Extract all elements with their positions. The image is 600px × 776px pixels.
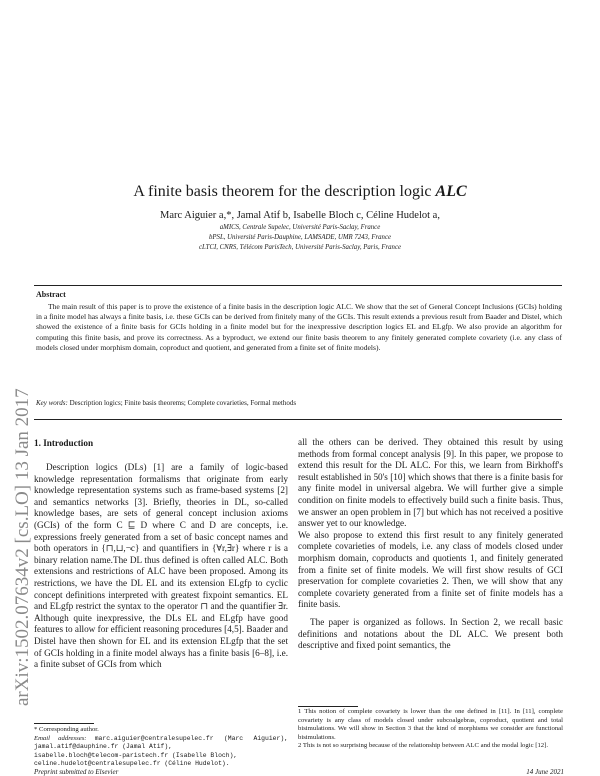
- arxiv-stamp-text: arXiv:1502.07634v2 [cs.LO] 13 Jan 2017: [12, 388, 33, 706]
- title-text: A finite basis theorem for the description logic: [133, 183, 436, 200]
- affiliation-b: bPSL, Université Paris-Dauphine, LAMSADE, UMR 7243, France: [209, 234, 391, 241]
- email-line-2: isabelle.bloch@telecom-paristech.fr (Isabelle Bloch),: [34, 751, 238, 759]
- abstract-text: The main result of this paper is to prove the existence of a finite basis in the description logic ALC. We show that the set of General Concept Inclusions (GCIs) holding in a finite model has always a finite basis, i.e. these GCIs can be derived from finitely many of the GCIs. This result extends a previous result from Baader and Distel, which showed the existence of a finite basis for GCIs holding in a finite model but for the inexpressive description logics EL and ELgfp. We also provide an algorithm for computing this finite basis, and prove its correctness. As a byproduct, we extend our finite basis theorem to any finitely generated complete covariety (i.e. any class of models closed under morphism domain, coproduct and quotient, and generated from a finite set of finite models).: [36, 302, 562, 352]
- footer-left: Preprint submitted to Elsevier: [34, 768, 119, 776]
- email-label: Email addresses:: [34, 734, 87, 742]
- right-footnote-rule: [298, 706, 358, 707]
- arxiv-stamp: [6, 190, 36, 710]
- email-block: [34, 735, 288, 769]
- keywords: [36, 399, 562, 407]
- affiliation-a: aMICS, Centrale Supelec, Université Paris-Saclay, France: [219, 224, 381, 231]
- intro-paragraph-3: We also propose to extend this first result to any finitely generated complete covarieties of models, i.e. any class of models closed under morphism domain, coproducts and quotients 1, and finitely generated from a finite set of finite models. We will first show results of GCI preservation for complete covarieties 2. Then, we will show that any complete covariety generated from a finite set of finite models has a finite basis.: [298, 529, 563, 610]
- footnote-1: 1 This notion of complete covariety is lower than the one defined in [11]. In [11], complete covariety is any class of models closed under subcoalgebras, coproduct, quotient and total bisimulations. We will show in Section 3 that the kind of morphisms we consider are functional bisimulations.: [298, 708, 563, 741]
- left-footnotes: [34, 726, 288, 769]
- abstract-heading: Abstract: [36, 290, 66, 299]
- abstract-top-rule: [34, 285, 562, 286]
- intro-paragraph-1: Description logics (DLs) [1] are a family of logic-based knowledge representation formalisms that originate from early knowledge representation systems such as frame-based systems [2] and semantics networks [3]. Briefly, theories in DL, so-called knowledge bases, are sets of general concept inclusion axioms (GCIs) of the form C ⊑ D where C and D are concepts, i.e. expressions freely generated from a set of basic concept names and both operators in {⊓,⊔,¬c} and quantifiers in {∀r,∃r} where r is a binary relation name.The DL thus defined is often called ALC. Both extensions and restrictions of ALC have been proposed. Among its restrictions, we have the DL EL and its extension ELgfp to cyclic concept definitions interpreted with greatest fixpoint semantics. EL and ELgfp restrict the syntax to the operator ⊓ and the quantifier ∃r. Although quite inexpressive, the DLs EL and ELgfp have good features to allow for efficient reasoning procedures [4,5]. Baader and Distel have then shown for EL and its extension ELgfp that the set of GCIs holding in a finite model always has a finite basis [6–8], i.e. a finite subset of GCIs from which: [34, 462, 288, 670]
- email-line-3: celine.hudelot@centralesupelec.fr (Céline Hudelot).: [34, 760, 230, 768]
- footnote-2: 2 This is not so surprising because of the relationship between ALC and the modal logic [12].: [298, 742, 549, 750]
- intro-paragraph-2: all the others can be derived. They obtained this result by using methods from formal concept analysis [9]. In this paper, we propose to extend this result for the DL ALC. For this, we learn from Birkhoff's result established in 50's [10] which shows that there is a finite basis for any finite model in universal algebra. We will further give a simple condition on finite models to effectively build such a finite basis. Thus, we answer an open problem in [7] but which has not received a positive answer yet to our knowledge.: [298, 437, 563, 529]
- title-logic: ALC: [435, 183, 467, 200]
- right-footnotes: [298, 708, 563, 751]
- left-column: [34, 462, 288, 671]
- paper-title: [0, 183, 600, 201]
- section-heading: 1. Introduction: [34, 438, 94, 448]
- keywords-label: Key words:: [36, 399, 68, 407]
- arxiv-stamp-svg: [6, 190, 36, 710]
- right-column: [298, 437, 563, 652]
- abstract-bottom-rule: [34, 419, 562, 420]
- affiliation-c: cLTCI, CNRS, Télécom ParisTech, Université Paris-Saclay, Paris, France: [199, 244, 401, 251]
- footer-right: 14 June 2021: [526, 768, 564, 776]
- authors-line: Marc Aiguier a,*, Jamal Atif b, Isabelle Bloch c, Céline Hudelot a,: [160, 210, 440, 221]
- intro-paragraph-4: The paper is organized as follows. In Section 2, we recall basic definitions and notations about the DL ALC. We present both descriptive and fixed point semantics, the: [298, 616, 563, 651]
- email-line-1: marc.aiguier@centralesupelec.fr (Marc Aiguier), jamal.atif@dauphine.fr (Jamal Atif),: [34, 734, 288, 751]
- left-footnote-rule: [34, 723, 94, 724]
- corresponding-author-note: * Corresponding author.: [34, 726, 99, 733]
- keywords-text: Description logics; Finite basis theorems; Complete covarieties, Formal methods: [69, 399, 297, 407]
